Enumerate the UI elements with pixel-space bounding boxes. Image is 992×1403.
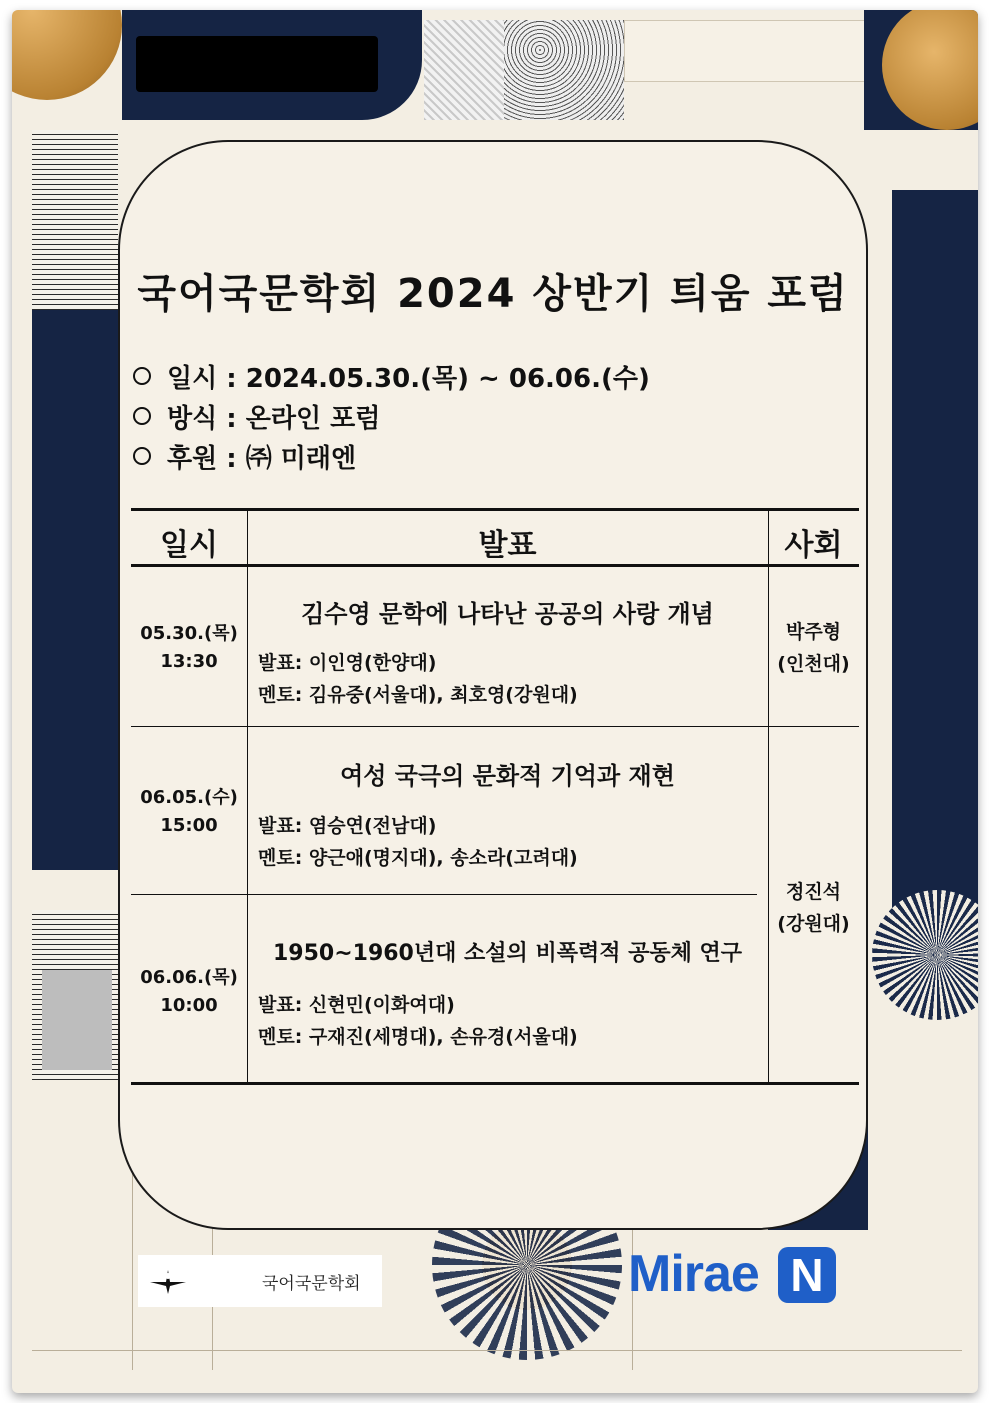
info-value: 2024.05.30.(목) ~ 06.06.(수) <box>245 364 650 394</box>
row-date: 06.05.(수) <box>140 787 238 808</box>
cream-tile-top <box>624 20 866 82</box>
circle-bullet-icon <box>133 407 151 425</box>
row-1-date <box>131 620 247 676</box>
grid-line-4 <box>32 1350 962 1351</box>
chair-affiliation: (강원대) <box>777 913 850 935</box>
row-1-mentor: 멘토: 김유중(서울대), 최호영(강원대) <box>258 684 578 706</box>
row-date: 06.06.(목) <box>140 967 238 988</box>
row-date: 05.30.(목) <box>140 623 238 644</box>
table-top-rule <box>131 508 859 511</box>
gold-circle-right <box>872 890 978 1020</box>
info-date: 일시 : 2024.05.30.(목) ~ 06.06.(수) <box>133 358 650 395</box>
sponsor-logo-mark <box>778 1247 836 1303</box>
row-3-mentor: 멘토: 구재진(세명대), 손유경(서울대) <box>258 1026 578 1048</box>
row-1-presenter: 발표: 이인영(한양대) <box>258 652 437 674</box>
header-chair: 사회 <box>784 528 843 563</box>
chair-affiliation: (인천대) <box>777 653 850 675</box>
chair-name: 정진석 <box>785 881 842 903</box>
table-header-rule <box>131 564 859 567</box>
row-3-date <box>131 964 247 1020</box>
society-emblem-icon <box>148 1268 188 1294</box>
info-format: 방식 : 온라인 포럼 <box>133 398 380 435</box>
header-talk: 발표 <box>478 528 537 563</box>
table-bottom-rule <box>131 1082 859 1085</box>
society-logo-box <box>138 1255 382 1307</box>
info-sponsor: 후원 : ㈜ 미래엔 <box>133 438 356 475</box>
sponsor-logo-letter: N <box>790 1249 824 1301</box>
grey-tile-left <box>42 970 112 1070</box>
row-2-date <box>131 784 247 840</box>
info-label: 방식 <box>167 404 218 434</box>
row-3-title: 1950~1960년대 소설의 비폭력적 공동체 연구 <box>272 941 743 966</box>
row-1-title: 김수영 문학에 나타난 공공의 사랑 개념 <box>301 600 714 628</box>
info-label: 일시 <box>167 364 218 394</box>
table-col-rule <box>768 508 769 1085</box>
info-label: 후원 <box>167 444 218 474</box>
schedule-table <box>131 498 859 1076</box>
redacted-area <box>136 36 378 92</box>
row-time: 10:00 <box>160 995 218 1016</box>
page-title: 국어국문학회 2024 상반기 틔움 포럼 <box>137 271 849 317</box>
pattern-tile-top-2 <box>504 20 624 120</box>
table-row-rule <box>131 726 859 727</box>
pattern-tile-top <box>424 20 504 120</box>
row-2-presenter: 발표: 염승연(전남대) <box>258 815 437 837</box>
header-date: 일시 <box>160 528 218 563</box>
table-row-rule <box>131 894 757 895</box>
row-2-title: 여성 국극의 문화적 기억과 재현 <box>340 762 675 790</box>
gold-circle-top-left <box>12 10 122 100</box>
row-3-presenter: 발표: 신현민(이화여대) <box>258 994 455 1016</box>
navy-panel-left <box>32 310 118 870</box>
row-time: 13:30 <box>160 651 218 672</box>
circle-bullet-icon <box>133 367 151 385</box>
row-time: 15:00 <box>160 815 218 836</box>
circle-bullet-icon <box>133 447 151 465</box>
chair-2 <box>768 876 859 940</box>
info-value: 온라인 포럼 <box>245 404 381 434</box>
navy-panel-right <box>892 190 978 930</box>
chair-1 <box>768 616 859 680</box>
row-2-mentor: 멘토: 양근애(명지대), 송소라(고려대) <box>258 847 578 869</box>
info-value: ㈜ 미래엔 <box>245 444 357 474</box>
society-name: 국어국문학회 <box>262 1274 361 1294</box>
pattern-tile-left <box>32 130 118 310</box>
chair-name: 박주형 <box>785 621 842 643</box>
sponsor-logo-text: Mirae <box>628 1245 759 1303</box>
